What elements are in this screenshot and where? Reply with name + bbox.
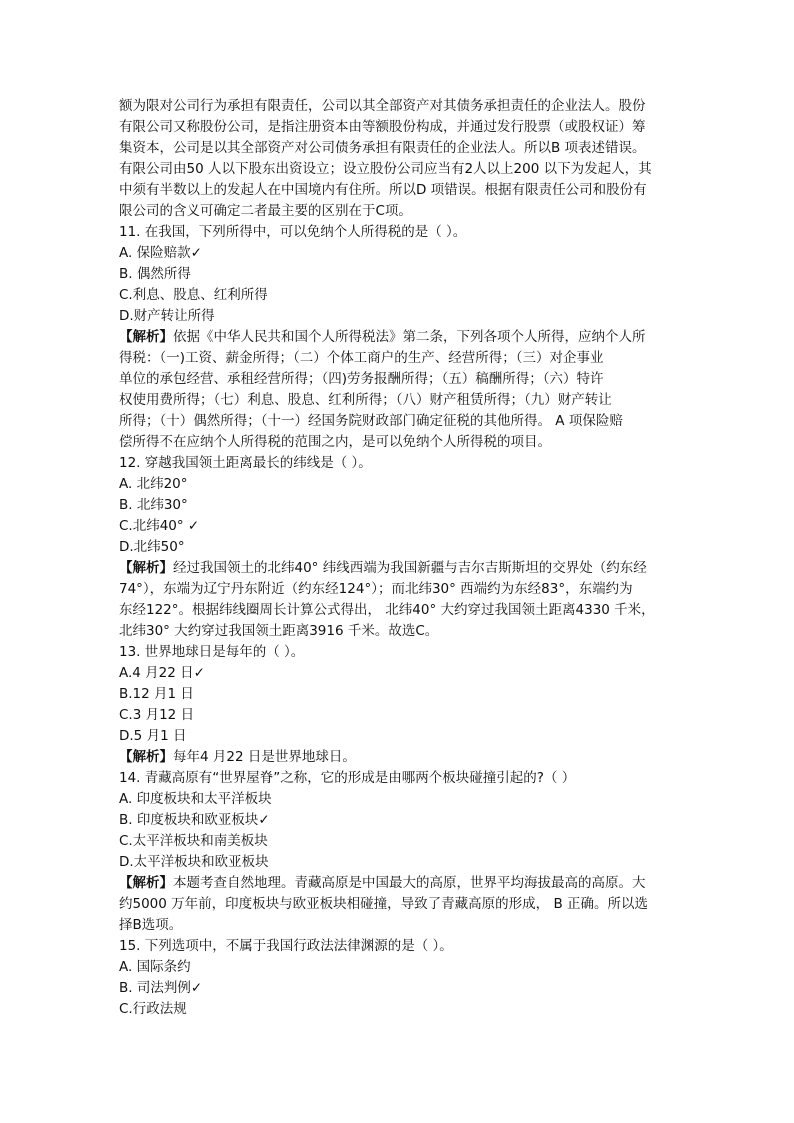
answer-option: B. 司法判例✓ — [119, 980, 203, 996]
document-page — [119, 96, 675, 1020]
line-text: 偿所得不在应纳个人所得税的范围之内，是可以免纳个人所得税的项目。 — [119, 434, 551, 450]
line-text: 每年4 月22 日是世界地球日。 — [173, 749, 356, 765]
answer-option: A. 国际条约 — [119, 959, 191, 975]
answer-option: A. 保险赔款✓ — [119, 245, 202, 261]
answer-option: C.3 月12 日 — [119, 707, 195, 723]
line-text: 约5000 万年前，印度板块与欧亚板块相碰撞，导致了青藏高原的形成， B 正确。所以选 — [119, 896, 648, 912]
line-text: 东经122°。根据纬线圈周长计算公式得出， 北纬40° 大约穿过我国领土距离4330 千米， — [119, 602, 655, 618]
answer-option: D.太平洋板块和欧亚板块 — [119, 854, 269, 870]
question-text: 11. 在我国，下列所得中，可以免纳个人所得税的是（ ）。 — [119, 224, 467, 240]
analysis-line — [119, 558, 675, 579]
answer-option: A. 印度板块和太平洋板块 — [119, 791, 272, 807]
analysis-tag: 【解析】 — [119, 560, 173, 576]
analysis-line — [119, 369, 675, 390]
answer-option: C.北纬40° ✓ — [119, 518, 200, 534]
line-text: 择B选项。 — [119, 917, 183, 933]
line-text: 依据《中华人民共和国个人所得税法》第二条，下列各项个人所得，应纳个人所 — [173, 329, 646, 345]
line-text: 额为限对公司行为承担有限责任，公司以其全部资产对其债务承担责任的企业法人。股份 — [119, 98, 646, 114]
line-text: 权使用费所得；（七）利息、股息、红利所得；（八）财产租赁所得；（九）财产转让 — [119, 392, 612, 408]
answer-option: B. 印度板块和欧亚板块✓ — [119, 812, 270, 828]
line-text: 有限公司又称股份公司，是指注册资本由等额股份构成，并通过发行股票（或股权证）筹 — [119, 119, 646, 135]
analysis-line — [119, 579, 675, 600]
analysis-line — [119, 390, 675, 411]
question-text: 15. 下列选项中，不属于我国行政法法律渊源的是（ ）。 — [119, 938, 453, 954]
line-text: 集资本，公司是以其全部资产对公司债务承担有限责任的企业法人。所以B 项表述错误。 — [119, 140, 646, 156]
line-text: 有限公司由50 人以下股东出资设立；设立股份公司应当有2人以上200 以下为发起人，其 — [119, 161, 652, 177]
answer-option: B.12 月1 日 — [119, 686, 194, 702]
analysis-line — [119, 621, 675, 642]
answer-option: C.行政法规 — [119, 1001, 187, 1017]
answer-option: C.利息、股息、红利所得 — [119, 287, 268, 303]
paragraph-line — [119, 180, 675, 201]
analysis-line — [119, 873, 675, 894]
analysis-tag: 【解析】 — [119, 875, 173, 891]
line-text: 本题考查自然地理。青藏高原是中国最大的高原，世界平均海拔最高的高原。大 — [173, 875, 646, 891]
answer-option: D.北纬50° — [119, 539, 185, 555]
line-text: 所得；（十）偶然所得；（十一）经国务院财政部门确定征税的其他所得。 A 项保险赔 — [119, 413, 623, 429]
paragraph-line — [119, 201, 675, 222]
answer-option: C.太平洋板块和南美板块 — [119, 833, 268, 849]
paragraph-line — [119, 117, 675, 138]
analysis-line — [119, 894, 675, 915]
analysis-line — [119, 747, 675, 768]
answer-option: A.4 月22 日✓ — [119, 665, 205, 681]
analysis-line — [119, 915, 675, 936]
question-text: 13. 世界地球日是每年的（ ）。 — [119, 644, 305, 660]
line-text: 限公司的含义可确定二者最主要的区别在于C项。 — [119, 203, 412, 219]
question-text: 12. 穿越我国领土距离最长的纬线是（ ）。 — [119, 455, 372, 471]
question-text: 14. 青藏高原有“世界屋脊”之称，它的形成是由哪两个板块碰撞引起的?（ ） — [119, 770, 576, 786]
paragraph-line — [119, 138, 675, 159]
paragraph-line — [119, 96, 675, 117]
analysis-line — [119, 327, 675, 348]
analysis-line — [119, 432, 675, 453]
line-text: 经过我国领土的北纬40° 纬线西端为我国新疆与吉尔吉斯斯坦的交界处（约东经 — [173, 560, 647, 576]
line-text: 北纬30° 大约穿过我国领土距离3916 千米。故选C。 — [119, 623, 439, 639]
analysis-line — [119, 348, 675, 369]
analysis-line — [119, 411, 675, 432]
line-text: 中须有半数以上的发起人在中国境内有住所。所以D 项错误。根据有限责任公司和股份有 — [119, 182, 647, 198]
analysis-line — [119, 600, 675, 621]
answer-option: D.5 月1 日 — [119, 728, 187, 744]
analysis-tag: 【解析】 — [119, 749, 173, 765]
paragraph-line — [119, 159, 675, 180]
answer-option: B. 偶然所得 — [119, 266, 191, 282]
answer-option: B. 北纬30° — [119, 497, 188, 513]
line-text: 单位的承包经营、承租经营所得；（四)劳务报酬所得；（五）稿酬所得；（六）特许 — [119, 371, 604, 387]
line-text: 得税：（一)工资、薪金所得；（二）个体工商户的生产、经营所得；（三）对企事业 — [119, 350, 604, 366]
analysis-tag: 【解析】 — [119, 329, 173, 345]
line-text: 74°），东端为辽宁丹东附近（约东经124°）；而北纬30° 西端约为东经83°，东端约为 — [119, 581, 633, 597]
answer-option: D.财产转让所得 — [119, 308, 215, 324]
answer-option: A. 北纬20° — [119, 476, 188, 492]
